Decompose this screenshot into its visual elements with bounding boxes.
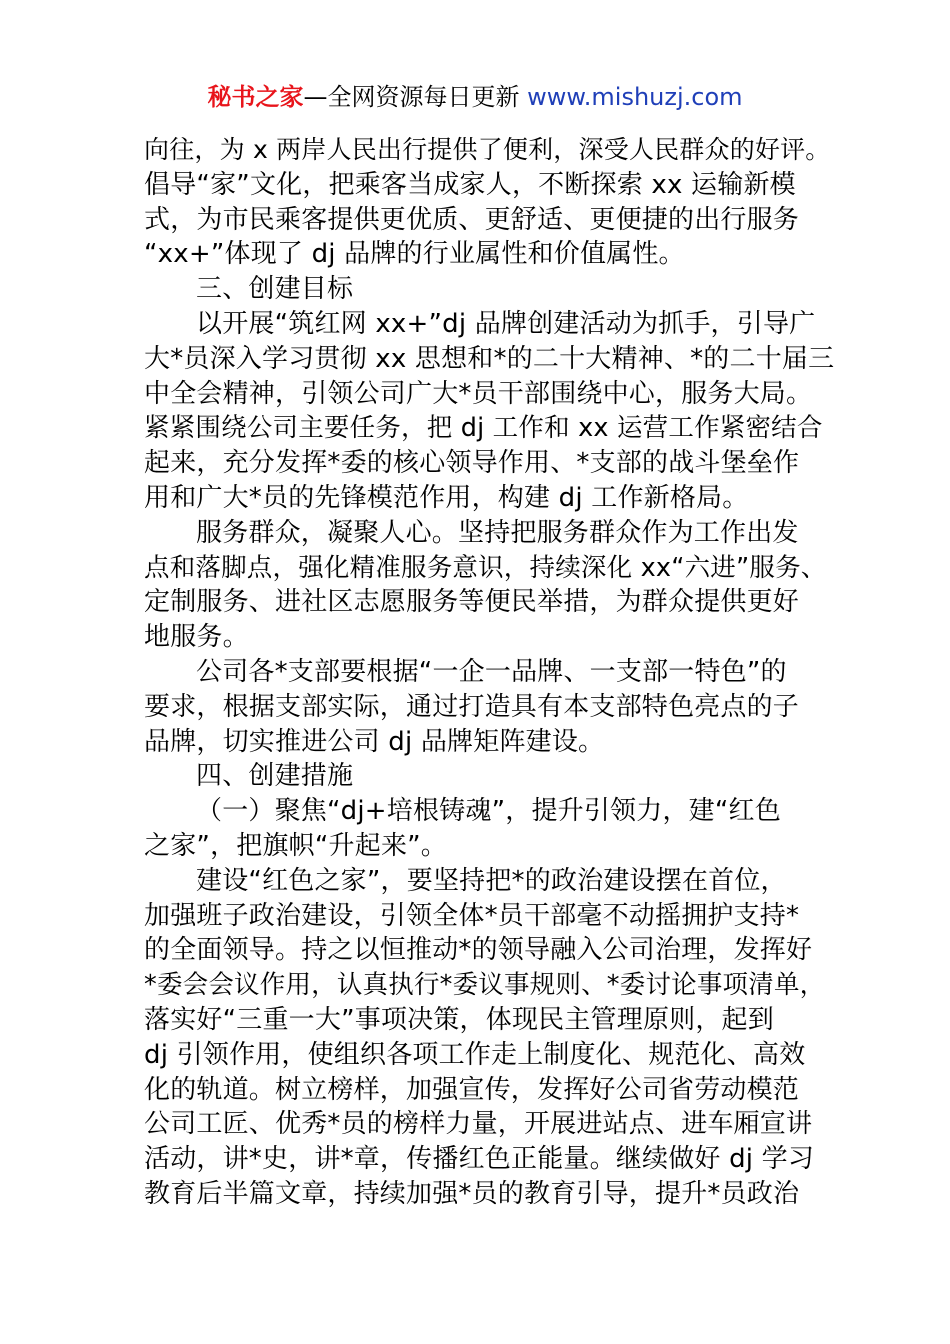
text-line: 要求，根据支部实际，通过打造具有本支部特色亮点的子 — [144, 691, 800, 722]
text-line: 向往，为 x 两岸人民出行提供了便利，深受人民群众的好评。 — [144, 135, 831, 164]
text-line: 的全面领导。持之以恒推动*的领导融入公司治理，发挥好 — [144, 935, 813, 966]
text-line: 加强班子政治建设，引领全体*员干部毫不动摇拥护支持* — [144, 900, 800, 931]
text-line: 以开展“筑红网 xx+”dj 品牌创建活动为抓手，引导广 — [196, 308, 816, 339]
text-line: 公司各*支部要根据“一企一品牌、一支部一特色”的 — [196, 656, 787, 687]
text-line: 教育后半篇文章，持续加强*员的教育引导，提升*员政治 — [144, 1178, 800, 1209]
text-line: 公司工匠、优秀*员的榜样力量，开展进站点、进车厢宣讲 — [144, 1109, 813, 1140]
text-line: 点和落脚点，强化精准服务意识，持续深化 xx“六进”服务、 — [144, 552, 827, 583]
text-line: 倡导“家”文化，把乘客当成家人，不断探索 xx 运输新模 — [144, 169, 796, 200]
document-body — [144, 133, 834, 1212]
text-line: 用和广大*员的先锋模范作用，构建 dj 工作新格局。 — [144, 482, 749, 513]
text-line: dj 引领作用，使组织各项工作走上制度化、规范化、高效 — [144, 1039, 806, 1070]
text-line: 活动，讲*史，讲*章，传播红色正能量。继续做好 dj 学习 — [144, 1144, 815, 1175]
page-header — [0, 80, 950, 114]
text-line: （一）聚焦“dj+培根铸魂”，提升引领力，建“红色 — [196, 796, 781, 827]
header-site-link[interactable]: www.mishuzj.com — [527, 83, 743, 111]
text-line: 中全会精神，引领公司广大*员干部围绕中心，服务大局。 — [144, 378, 813, 409]
text-line: 落实好“三重一大”事项决策，体现民主管理原则，起到 — [144, 1004, 774, 1035]
text-line: 三、创建目标 — [196, 274, 354, 305]
header-slogan: —全网资源每日更新 — [303, 83, 528, 111]
text-line: 之家”，把旗帜“升起来”。 — [144, 830, 448, 861]
text-line: *委会会议作用，认真执行*委议事规则、*委讨论事项清单， — [144, 970, 826, 1001]
text-line: “xx+”体现了 dj 品牌的行业属性和价值属性。 — [144, 239, 685, 270]
text-line: 地服务。 — [144, 622, 249, 653]
header-brand: 秘书之家 — [207, 83, 304, 111]
text-line: 式，为市民乘客提供更优质、更舒适、更便捷的出行服务 — [144, 204, 800, 235]
text-line: 化的轨道。树立榜样，加强宣传，发挥好公司省劳动模范 — [144, 1074, 800, 1105]
text-line: 大*员深入学习贯彻 xx 思想和*的二十大精神、*的二十届三 — [144, 343, 835, 374]
text-line: 服务群众，凝聚人心。坚持把服务群众作为工作出发 — [196, 517, 799, 548]
text-line: 紧紧围绕公司主要任务，把 dj 工作和 xx 运营工作紧密结合 — [144, 413, 823, 444]
text-line: 建设“红色之家”，要坚持把*的政治建设摆在首位， — [196, 865, 787, 896]
text-line: 起来，充分发挥*委的核心领导作用、*支部的战斗堡垒作 — [144, 448, 800, 479]
text-line: 四、创建措施 — [196, 761, 354, 792]
text-line: 品牌，切实推进公司 dj 品牌矩阵建设。 — [144, 726, 605, 757]
text-line: 定制服务、进社区志愿服务等便民举措，为群众提供更好 — [144, 587, 800, 618]
